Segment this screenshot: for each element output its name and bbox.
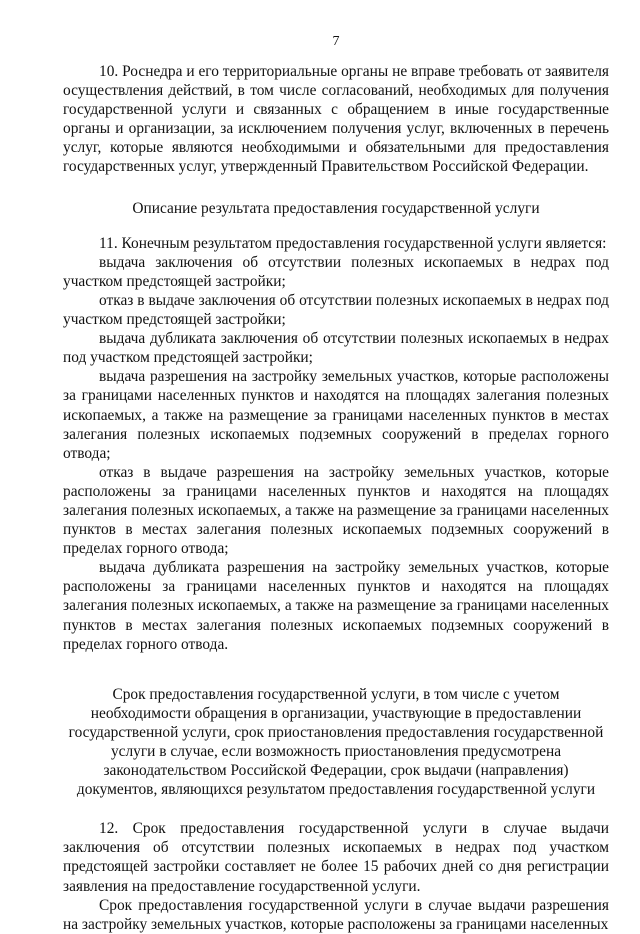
page-number: 7 <box>332 34 340 49</box>
paragraph-12: 12. Срок предоставления государственной услуги в случае выдачи заключения об отсутствии полезных ископаемых в недрах под участком предстоящей застройки составляет не более 15 рабочих дней со дня регистрации заявления на предоставление государственной услуги. <box>63 820 609 895</box>
list-item: выдача разрешения на застройку земельных участков, которые расположены за границами населенных пунктов и находятся на площадях залегания полезных ископаемых, а также на размещение за границами населенных пунктов в местах залегания полезных ископаемых подземных сооружений в пределах горного отвода; <box>63 368 609 462</box>
list-item: выдача заключения об отсутствии полезных ископаемых в недрах под участком предстоящей застройки; <box>63 253 609 290</box>
list-item: отказ в выдаче заключения об отсутствии полезных ископаемых в недрах под участком предстоящей застройки; <box>63 291 609 329</box>
paragraph-10: 10. Роснедра и его территориальные органы не вправе требовать от заявителя осуществления действий, в том числе согласований, необходимых для получения государственной услуги и связанных с обращением в иные государственные органы и организации, за исключением получения услуг, включенных в перечень услуг, которые являются необходимыми и обязательными для предоставления государственных услуг, утвержденный Правительством Российской Федерации. <box>63 63 609 176</box>
document-body <box>63 62 609 934</box>
document-page <box>63 0 609 933</box>
section-heading-result: Описание результата предоставления государственной услуги <box>132 199 540 217</box>
list-item: выдача дубликата заключения об отсутствии полезных ископаемых в недрах под участком предстоящей застройки; <box>63 330 609 367</box>
section-heading-terms: Срок предоставления государственной услуги, в том числе с учетом необходимости обращения в организации, участвующие в предоставлении государственной услуги, срок приостановления предоставления государственной услуги в случае, если возможность приостановления предусмотрена законодательством Российской Федерации, срок выдачи (направления) документов, являющихся результатом предоставления государственной услуги <box>68 685 604 799</box>
paragraph-12-continued: Срок предоставления государственной услуги в случае выдачи разрешения на застройку земельных участков, которые расположены за границами населенных <box>63 896 609 933</box>
paragraph-11: 11. Конечным результатом предоставления государственной услуги является: <box>99 234 607 252</box>
list-item: выдача дубликата разрешения на застройку земельных участков, которые расположены за границами населенных пунктов и находятся на площадях залегания полезных ископаемых, а также на размещение за границами населенных пунктов в местах залегания полезных ископаемых подземных сооружений в пределах горного отвода. <box>63 559 609 653</box>
list-item: отказ в выдаче разрешения на застройку земельных участков, которые расположены за границами населенных пунктов и находятся на площадях залегания полезных ископаемых, а также на размещение за границами населенных пунктов в местах залегания полезных ископаемых подземных сооружений в пределах горного отвода; <box>63 463 609 558</box>
